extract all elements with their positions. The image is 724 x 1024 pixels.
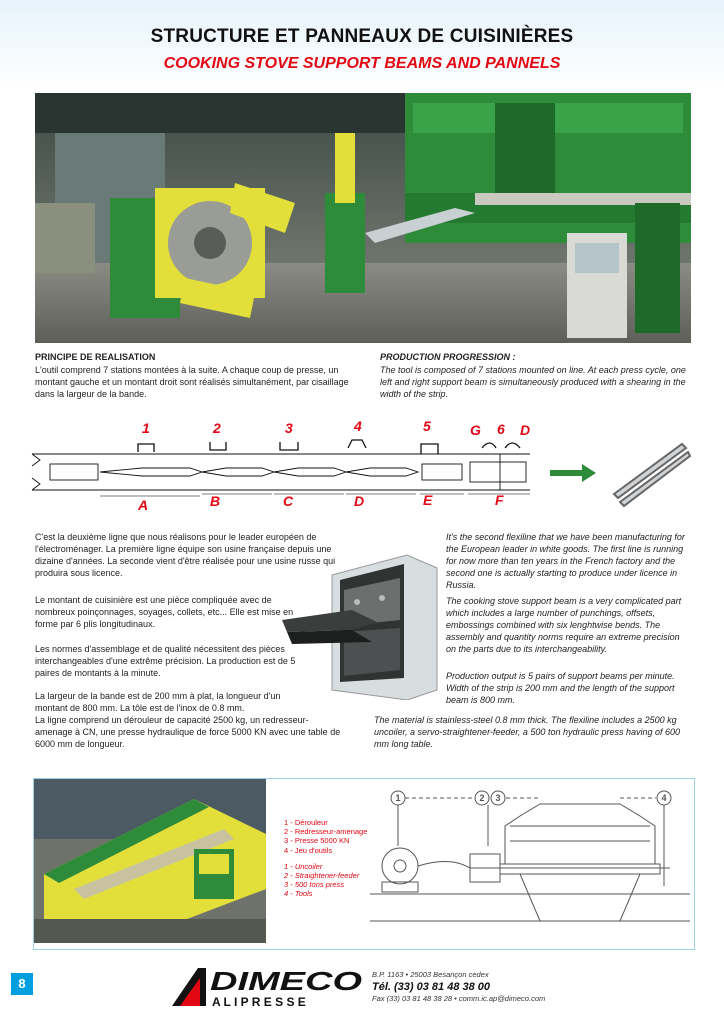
principle-text-fr: L'outil comprend 7 stations montées à la suite. A chaque coup de presse, un montant gauche et un montant droit sont réalisés simultanément, par cisaillage dans la largeur de la bande. — [35, 365, 349, 399]
page-title-en: COOKING STOVE SUPPORT BEAMS AND PANNELS — [163, 55, 561, 72]
contact-block — [372, 970, 545, 1004]
station-label: 3 — [285, 420, 293, 436]
station-label: 1 — [142, 420, 150, 436]
principle-heading-en: PRODUCTION PROGRESSION : — [380, 352, 516, 362]
line-legend — [284, 818, 367, 899]
body-fr-p5: La ligne comprend un dérouleur de capacité 2500 kg, un redresseur-amenage à CN, une presse hydraulique de force 5000 KN avec une table de 6000 mm de longueur. — [35, 715, 341, 749]
section-label: E — [423, 492, 433, 508]
layout-label: 3 — [495, 793, 501, 803]
body-en-p3: Production output is 5 pairs of support beams per minute. Width of the strip is 200 mm and the length of the support beam is 800 mm. — [446, 671, 675, 705]
layout-label: 2 — [479, 793, 485, 803]
fax-email: Fax (33) 03 81 48 38 28 • comm.ic.ap@dimeco.com — [372, 994, 546, 1003]
logo-brand-text: DIMECO — [210, 966, 362, 996]
body-en-p2: The cooking stove support beam is a very complicated part which includes a large number of punchings, offsets, embossings combined with six lenghtwise bends. The assembly and quantity norms require an extreme precision on the parts due to its interchangeability. — [446, 596, 682, 654]
dimeco-logo — [170, 966, 370, 1010]
station-label: 2 — [213, 420, 221, 436]
telephone: Tél. (33) 03 81 48 38 00 — [372, 981, 491, 993]
legend-item-fr: 4 - Jeu d'outils — [284, 845, 333, 855]
legend-item-en: 2 - Straightener-feeder — [284, 871, 360, 881]
station-label: G — [470, 422, 481, 438]
page-number: 8 — [11, 973, 33, 995]
stove-panel-image — [282, 550, 440, 700]
section-label: C — [283, 493, 294, 509]
body-fr-p4: La largeur de la bande est de 200 mm à plat, la longueur d'un montant de 800 mm. La tôle est de l'inox de 0.8 mm. — [35, 691, 281, 713]
body-fr-p3: Les normes d'assemblage et de qualité nécessitent des pièces interchangeables d'une extrême précision. La production est de 5 paires de montants à la minute. — [35, 644, 296, 678]
section-label: D — [354, 493, 365, 509]
legend-item-fr: 2 - Redresseur-amenage — [284, 827, 368, 837]
station-label: D — [520, 422, 531, 438]
legend-item-en: 1 - Uncoiler — [284, 861, 323, 871]
layout-label: 4 — [661, 793, 667, 803]
address: B.P. 1163 • 25003 Besançon cedex — [372, 970, 489, 979]
principle-heading-fr: PRINCIPE DE REALISATION — [35, 352, 156, 362]
layout-label: 1 — [395, 793, 401, 803]
press-line-photo — [34, 779, 266, 943]
section-label: F — [495, 492, 504, 508]
body-en-p1: It's the second flexiline that we have been manufacturing for the European leader in white goods. The first line is running for now more than ten years in the French factory and the second one is actually starting to produce under licence in Russia. — [446, 532, 685, 590]
section-label: A — [138, 497, 149, 513]
page-title-fr: STRUCTURE ET PANNEAUX DE CUISINIÈRES — [150, 26, 574, 47]
station-label: 4 — [354, 418, 362, 434]
production-line-photo — [35, 93, 691, 343]
progression-strip-diagram — [30, 418, 700, 518]
body-en-p4: The material is stainless-steel 0.8 mm thick. The flexiline includes a 2500 kg uncoiler, a servo-straightener-feeder, a 500 ton hydraulic press having of 600 mm long table. — [374, 715, 681, 749]
line-layout-drawing — [370, 786, 690, 936]
legend-item-fr: 3 - Presse 5000 KN — [284, 836, 350, 846]
legend-item-fr: 1 - Dérouleur — [284, 818, 328, 827]
station-label: 6 — [497, 421, 505, 437]
logo-subbrand-text: A L I P R E S S E — [212, 995, 306, 1009]
section-label: B — [210, 493, 221, 509]
body-fr-p1: C'est la deuxième ligne que nous réalisons pour le leader européen de l'électroménager. La première ligne équipe son usine française depuis une dizaine d'années. La seconde vient d'être réalisée pour une usine russe qui produira sous licence. — [35, 532, 336, 578]
principle-text-en: The tool is composed of 7 stations mounted on line. At each press cycle, one left and right support beam is simultaneously produced with a shearing in the width of the strip. — [380, 365, 686, 399]
legend-item-en: 3 - 500 tons press — [284, 880, 345, 890]
legend-item-en: 4 - Tools — [284, 889, 313, 899]
station-label: 5 — [423, 418, 431, 434]
body-fr-p2: Le montant de cuisinière est une pièce compliquée avec de nombreux poinçonnages, soyages, collets, etc... Elle est mise en forme par 6 plis longitudinaux. — [35, 595, 294, 629]
